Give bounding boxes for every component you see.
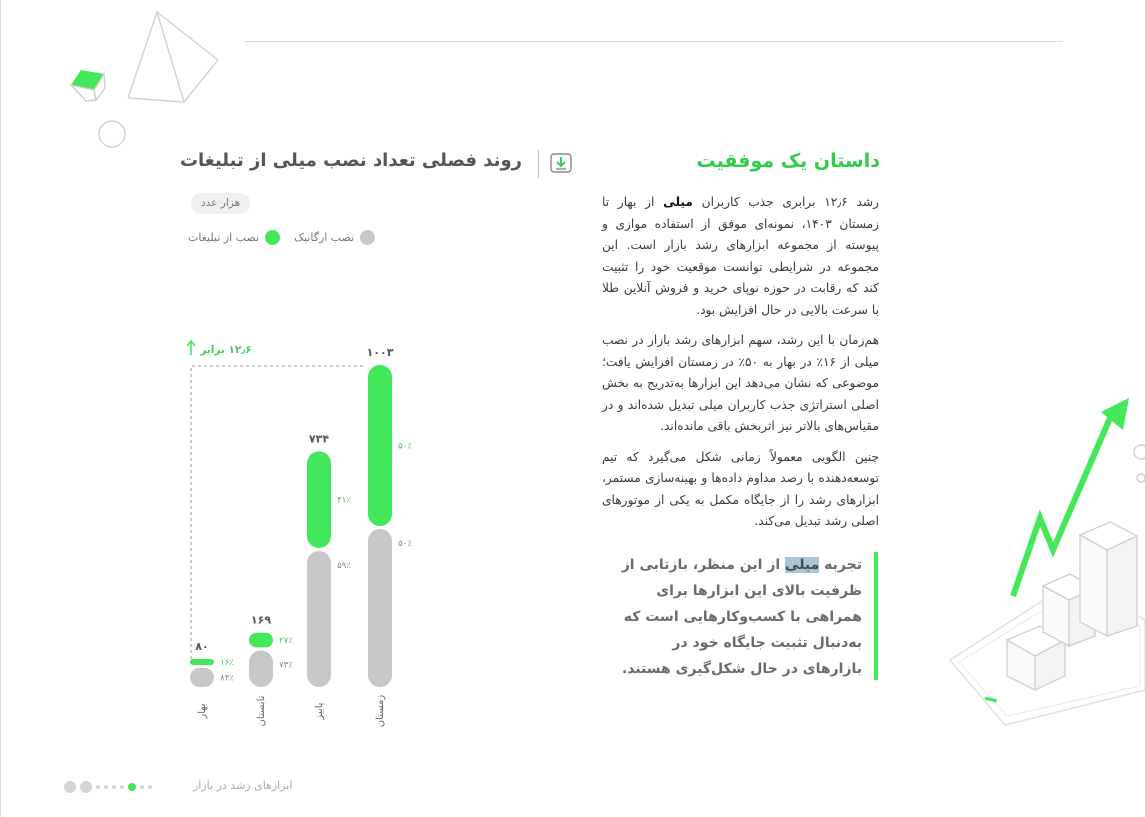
legend-label-organic: نصب ارگانیک xyxy=(294,230,355,244)
bar-ads-1[interactable] xyxy=(249,633,273,648)
total-label-3: ۱۰۰۳ xyxy=(366,346,394,359)
bar-organic-1[interactable] xyxy=(249,650,273,687)
title-separator xyxy=(538,150,539,178)
story-paragraph-2: هم‌زمان با این رشد، سهم ابزارهای رشد بازار در نصب میلی از ۱۶٪ در بهار به ۵۰٪ در زمستان افزایش یافت؛ موضوعی که نشان می‌دهد این ابزارها به‌تدریج به بخش اصلی استراتژی جذب کاربران میلی تبدیل شده‌اند و در مقیاس‌های بالاتر نیز اثربخش باقی مانده‌اند. xyxy=(602,333,880,433)
pager-dot-active[interactable] xyxy=(128,783,136,791)
bar-organic-2[interactable] xyxy=(307,551,331,687)
pager-dot-1[interactable] xyxy=(96,785,100,789)
share-label-organic-2: ۵۹٪ xyxy=(337,560,351,571)
story-paragraph-1 xyxy=(602,192,879,321)
growth-phone-illustration-icon xyxy=(945,390,1145,730)
category-label-2: پاییز xyxy=(314,702,325,720)
pager-dot-4[interactable] xyxy=(120,785,124,789)
bar-ads-0[interactable] xyxy=(190,659,214,665)
page-indicator xyxy=(64,781,152,793)
bar-ads-2[interactable] xyxy=(307,451,331,548)
stacked-bar-chart xyxy=(170,330,430,750)
total-label-2: ۷۳۴ xyxy=(308,432,330,446)
total-label-0: ۸۰ xyxy=(195,640,209,653)
pager-dot-6[interactable] xyxy=(148,785,152,789)
category-label-1: تابستان xyxy=(256,695,267,727)
story-p1-rest: از بهار تا زمستان ۱۴۰۳، نمونه‌ای موفق از استفاده موازی و پیوسته از مجموعه ابزارهای رشد بازار است. این مجموعه در شرایطی توانست موقعیت خود را تثبیت کند که رقابت در حوزه نوپای خرید و فروش آنلاین طلا با سرعت بالایی در حال افزایش بود. xyxy=(602,195,879,317)
pager-dot-3[interactable] xyxy=(112,785,116,789)
pager-dot-2[interactable] xyxy=(104,785,108,789)
story-paragraph-3: چنین الگویی معمولاً زمانی شکل می‌گیرد که تیم توسعه‌دهنده با رصد مداوم داده‌ها و بهینه‌سازی مستمر، ابزارهای رشد را از جایگاه مکمل به یکی از موتورهای اصلی رشد تبدیل می‌کند. xyxy=(602,449,879,528)
category-label-0: بهار xyxy=(197,703,208,719)
quote-start: تجربه xyxy=(819,557,862,573)
share-label-ads-0: ۱۶٪ xyxy=(220,658,234,668)
share-label-ads-1: ۲۷٪ xyxy=(279,636,293,647)
brand-name: میلی xyxy=(663,195,693,209)
legend-swatch-ads xyxy=(265,230,280,245)
legend-swatch-organic xyxy=(360,230,375,245)
story-p1-start: رشد ۱۲٫۶ برابری جذب کاربران xyxy=(692,195,879,209)
growth-arrow-icon xyxy=(187,341,195,355)
pager-dot-large-1[interactable] xyxy=(64,781,76,793)
legend-item-organic[interactable] xyxy=(294,230,375,245)
quote-highlight[interactable]: میلی xyxy=(785,557,820,573)
pager-dot-5[interactable] xyxy=(140,785,144,789)
chart-title: روند فصلی تعداد نصب میلی از تبلیغات xyxy=(179,150,522,171)
story-title: داستان یک موفقیت xyxy=(696,150,880,172)
top-divider xyxy=(244,41,1062,42)
bar-organic-0[interactable] xyxy=(190,668,214,687)
total-label-1: ۱۶۹ xyxy=(250,613,272,627)
share-label-ads-2: ۴۱٪ xyxy=(337,495,351,506)
share-label-ads-3: ۵۰٪ xyxy=(398,441,412,452)
growth-annotation: ۱۲٫۶ برابر xyxy=(200,344,252,356)
unit-badge: هزار عدد xyxy=(191,193,250,214)
page-edge xyxy=(0,0,1,817)
pull-quote xyxy=(610,552,878,680)
share-label-organic-1: ۷۳٪ xyxy=(279,660,293,671)
download-button[interactable] xyxy=(549,152,573,174)
category-label-3: زمستان xyxy=(375,694,386,728)
legend-label-ads: نصب از تبلیغات xyxy=(188,230,260,244)
story-body xyxy=(602,192,879,542)
bar-ads-3[interactable] xyxy=(368,365,392,526)
chart-legend xyxy=(188,227,375,247)
decorative-geometry-icon xyxy=(60,8,230,153)
bar-organic-3[interactable] xyxy=(368,529,392,687)
footer-label: ابزارهای رشد در بازار xyxy=(193,779,293,792)
download-icon xyxy=(549,152,573,174)
legend-item-ads[interactable] xyxy=(188,230,280,245)
share-label-organic-3: ۵۰٪ xyxy=(398,539,412,549)
growth-connector-line xyxy=(191,366,366,659)
pager-dot-large-2[interactable] xyxy=(80,781,92,793)
share-label-organic-0: ۸۴٪ xyxy=(220,673,234,684)
quote-rest: از این منظر، بازتابی از ظرفیت بالای این ابزارها برای همراهی با کسب‌وکارهایی است که به‌دنبال تثبیت جایگاه خود در بازارهای در حال شکل‌گیری هستند. xyxy=(621,557,862,677)
